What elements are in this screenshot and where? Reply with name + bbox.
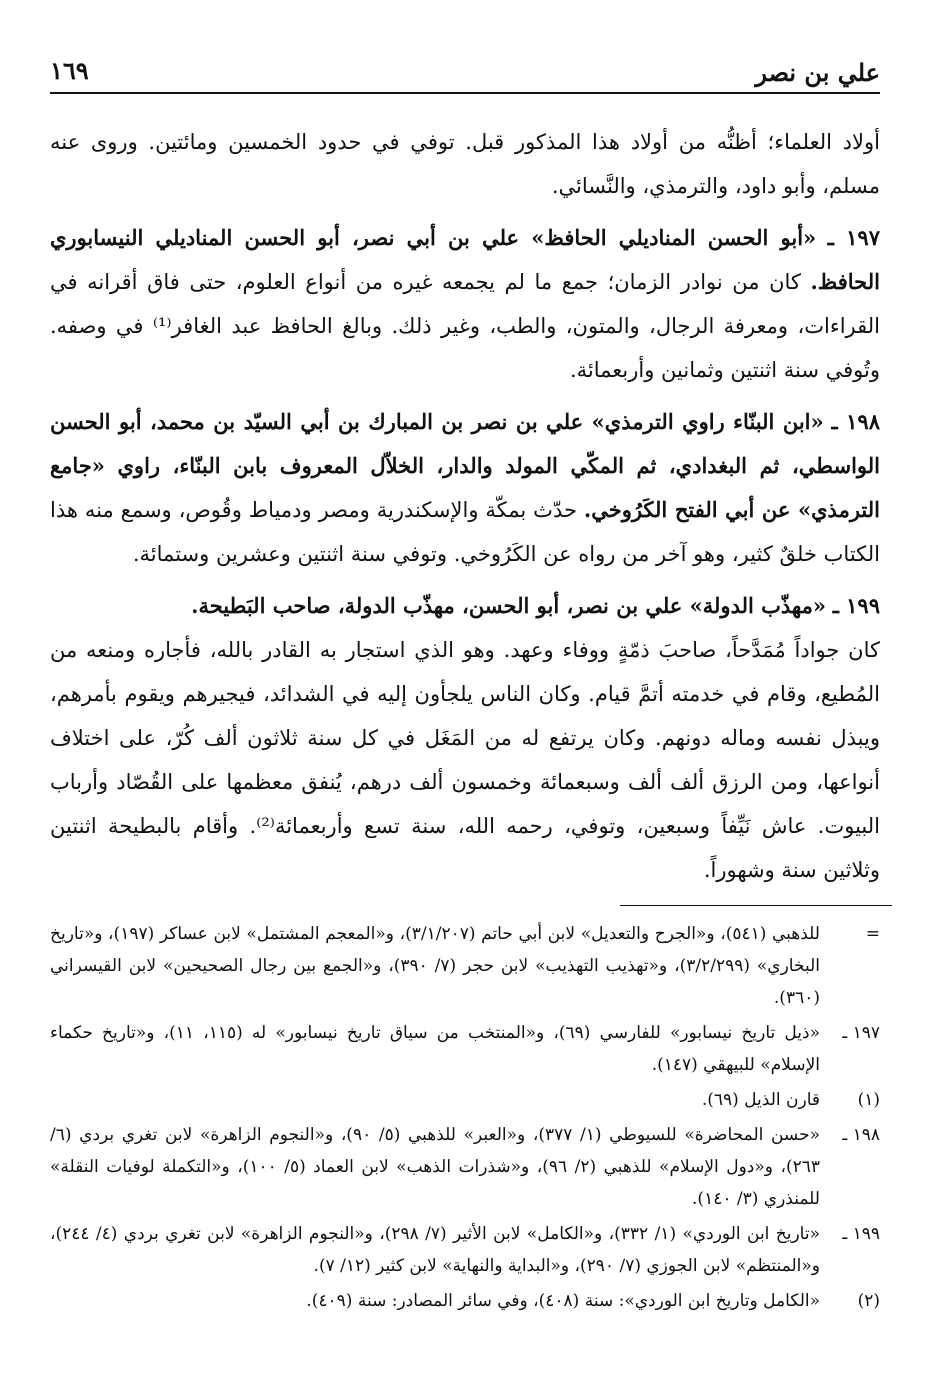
footnote-divider	[620, 905, 892, 906]
footnote-2	[50, 1285, 880, 1317]
footnote-198	[50, 1119, 880, 1215]
footnote-text: قارن الذيل (٦٩).	[701, 1090, 820, 1110]
footnote-text: «حسن المحاضرة» للسيوطي (١/ ٣٧٧)، و«العبر» للذهبي (٥/ ٩٠)، و«النجوم الزاهرة» لابن تغري بردي (٦/ ٢٦٣)، و«دول الإسلام» للذهبي (٢/ ٩٦)، و«شذرات الذهب» لابن العماد (٥/ ١٠٠)، و«التكملة لوفيات النقلة» للمنذري (٣/ ١٤٠).	[50, 1125, 820, 1209]
footnote-text: «تاريخ ابن الوردي» (١/ ٣٣٢)، و«الكامل» لابن الأثير (٧/ ٢٩٨)، و«النجوم الزاهرة» لابن تغري بردي (٤/ ٢٤٤)، و«المنتظم» لابن الجوزي (٧/ ٢٩٠)، و«البداية والنهاية» لابن كثير (١٢/ ٧).	[50, 1224, 820, 1276]
entry-heading: «مهذّب الدولة» علي بن نصر، أبو الحسن، مهذّب الدولة، صاحب البَطيحة.	[191, 593, 826, 618]
entry-text: حدّث بمكّة والإسكندرية ومصر ودمياط وقُوص، وسمع منه هذا الكتاب خلقٌ كثير، وهو آخر من رواه عن الكَرُوخي. وتوفي سنة اثنتين وعشرين وستمائة.	[50, 498, 880, 566]
footnote-197	[50, 1017, 880, 1081]
entry-number: ١٩٨ ـ	[831, 409, 880, 434]
footnote-label: ١٩٩ ـ	[842, 1224, 880, 1244]
entry-text: كان جواداً مُمَدَّحاً، صاحبَ ذمّةٍ ووفاء وعهد. وهو الذي استجار به القادر بالله، فأجاره ومنعه من المُطيع، وقام في خدمته أتمَّ قيام. وكان الناس يلجأون إليه في الشدائد، فيجيرهم ويقوم بأمرهم، ويبذل نفسه وماله دونهم. وكان يرتفع له من المَغَل في كل سنة ثلاثون ألف كُرّ، على اختلاف أنواعها، ومن الرزق ألف ألف وسبعمائة وخمسون ألف درهم، يُنفق معظمها على القُصّاد وأرباب البيوت. عاش نَيِّفاً وسبعين، وتوفي، رحمه الله، سنة تسع وأربعمائة⁽²⁾. وأقام بالبطيحة اثنتين وثلاثين سنة وشهوراً.	[50, 638, 880, 882]
footnote-label: (١)	[857, 1090, 880, 1110]
intro-text: أولاد العلماء؛ أظنُّه من أولاد هذا المذكور قبل. توفي في حدود الخمسين ومائتين. وروى عنه مسلم، وأبو داود، والترمذي، والنَّسائي.	[50, 130, 880, 198]
page-header	[50, 52, 880, 94]
intro-paragraph	[50, 120, 880, 208]
footnote-label: (٢)	[857, 1291, 880, 1311]
footnote-199	[50, 1218, 880, 1282]
entry-number: ١٩٧ ـ	[827, 225, 880, 250]
footnote-1	[50, 1084, 880, 1116]
footnote-continuation	[50, 918, 880, 1014]
footnote-label: =	[865, 924, 880, 944]
footnotes	[50, 918, 880, 1320]
running-title: علي بن نصر	[755, 58, 880, 87]
main-text	[50, 120, 880, 900]
entry-heading: «ابن البنّاء راوي الترمذي» علي بن نصر بن المبارك بن أبي السيّد بن محمد، أبو الحسن الواسطي، ثم البغدادي، ثم المكّي المولد والدار، الخلاّل المعروف بابن البنّاء، راوي «جامع الترمذي» عن أبي الفتح الكَرُوخي.	[50, 409, 880, 522]
footnote-text: «الكامل وتاريخ ابن الوردي»: سنة (٤٠٨)، وفي سائر المصادر: سنة (٤٠٩).	[306, 1291, 820, 1311]
entry-199	[50, 584, 880, 892]
footnote-text: للذهبي (٥٤١)، و«الجرح والتعديل» لابن أبي حاتم (٣/١/٢٠٧)، و«المعجم المشتمل» لابن عساكر (١٩٧)، و«تاريخ البخاري» (٣/٢/٢٩٩)، و«تهذيب التهذيب» لابن حجر (٧/ ٣٩٠)، و«الجمع بين رجال الصحيحين» لابن القيسراني (٣٦٠).	[50, 924, 820, 1008]
entry-text: كان من نوادر الزمان؛ جمع ما لم يجمعه غيره من أنواع العلوم، حتى فاق أقرانه في القراءات، ومعرفة الرجال، والمتون، والطب، وغير ذلك. وبالغ الحافظ عبد الغافر⁽¹⁾ في وصفه. وتُوفي سنة اثنتين وثمانين وأربعمائة.	[50, 270, 880, 382]
entry-heading: «أبو الحسن المناديلي الحافظ» علي بن أبي نصر، أبو الحسن المناديلي النيسابوري الحافظ.	[50, 225, 880, 294]
footnote-label: ١٩٨ ـ	[842, 1125, 880, 1145]
footnote-text: «ذيل تاريخ نيسابور» للفارسي (٦٩)، و«المنتخب من سياق تاريخ نيسابور» له (١١٥، ١١)، و«تاريخ حكماء الإسلام» للبيهقي (١٤٧).	[50, 1023, 821, 1075]
page-number: ١٦٩	[50, 56, 89, 85]
footnote-label: ١٩٧ ـ	[842, 1023, 880, 1043]
entry-number: ١٩٩ ـ	[832, 593, 880, 618]
entry-198	[50, 400, 880, 576]
entry-197	[50, 216, 880, 392]
